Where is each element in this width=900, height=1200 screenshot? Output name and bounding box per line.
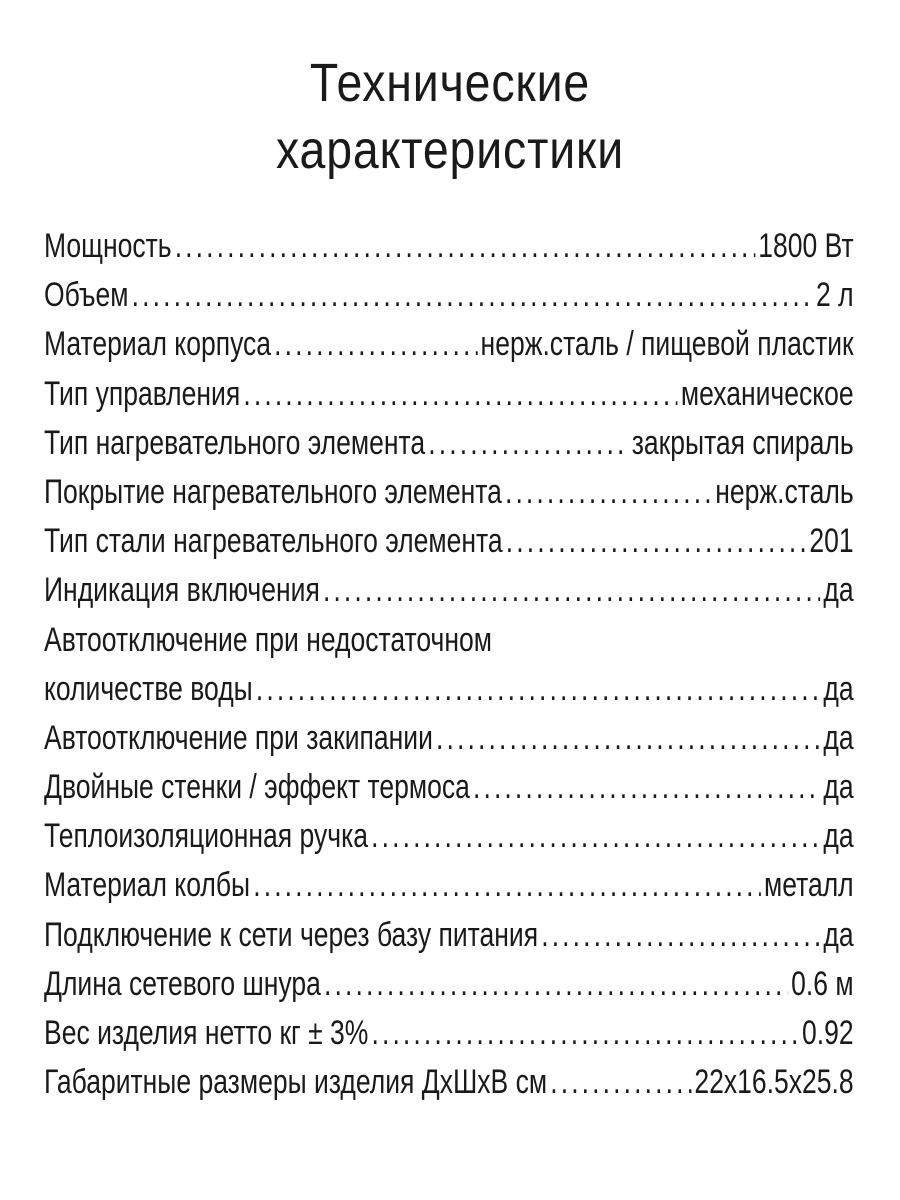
spec-value: да: [823, 768, 854, 807]
dot-leader: [132, 271, 813, 320]
spec-value: 201: [809, 522, 854, 561]
spec-row: [44, 812, 854, 861]
spec-row: [44, 911, 854, 960]
spec-row: [44, 665, 854, 714]
dot-leader: [274, 320, 477, 369]
page-title: [63, 50, 837, 184]
spec-row: [44, 517, 854, 566]
spec-row: [44, 419, 854, 468]
spec-label: Тип управления: [44, 374, 241, 413]
spec-label: Мощность: [44, 227, 172, 265]
spec-value: закрытая спираль: [631, 423, 854, 462]
spec-row: [44, 714, 854, 763]
spec-row: [44, 370, 854, 419]
spec-value: 2 л: [816, 276, 854, 315]
spec-label: Длина сетевого шнура: [44, 964, 321, 1003]
spec-list: [44, 222, 854, 1107]
title-line-1: Технические: [309, 53, 591, 113]
dot-leader: [175, 222, 755, 271]
spec-row: [44, 320, 854, 369]
spec-value: да: [823, 571, 854, 610]
spec-value: нерж.сталь / пищевой пластик: [480, 325, 854, 364]
spec-label: Материал колбы: [44, 866, 251, 905]
spec-label: Подключение к сети через базу питания: [44, 915, 539, 954]
spec-label: Вес изделия нетто кг ± 3%: [44, 1014, 369, 1052]
dot-leader: [324, 960, 788, 1009]
spec-row: [44, 861, 854, 910]
spec-value: да: [823, 669, 854, 708]
spec-label: Двойные стенки / эффект термоса: [44, 768, 470, 807]
spec-value: нерж.сталь: [715, 472, 854, 511]
spec-label: количестве воды: [44, 669, 253, 708]
dot-leader: [550, 1058, 691, 1107]
dot-leader: [436, 714, 820, 763]
dot-leader: [506, 517, 807, 566]
dot-leader: [256, 665, 820, 714]
spec-row: [44, 1009, 854, 1058]
dot-leader: [371, 1009, 798, 1058]
spec-label: Тип нагревательного элемента: [44, 423, 426, 462]
dot-leader: [505, 468, 712, 517]
dot-leader: [253, 861, 761, 910]
dot-leader: [371, 812, 820, 861]
spec-row: [44, 1058, 854, 1107]
spec-label: Теплоизоляционная ручка: [44, 817, 369, 856]
spec-value: 1800 Вт: [758, 227, 854, 265]
spec-label: Габаритные размеры изделия ДхШхВ см: [44, 1063, 548, 1102]
spec-label: Автоотключение при закипании: [44, 718, 433, 757]
dot-leader: [428, 419, 628, 468]
spec-row: [44, 960, 854, 1009]
spec-row: [44, 763, 854, 812]
spec-label: Тип стали нагревательного элемента: [44, 522, 503, 561]
spec-row: [44, 222, 854, 271]
spec-label: Автоотключение при недостаточном: [44, 620, 493, 659]
dot-leader: [323, 566, 820, 615]
spec-value: 22x16.5x25.8: [694, 1063, 854, 1102]
spec-value: металл: [763, 866, 854, 905]
spec-row: [44, 271, 854, 320]
spec-label: Покрытие нагревательного элемента: [44, 472, 502, 511]
spec-value: 0.92: [802, 1014, 854, 1052]
spec-row: [44, 566, 854, 615]
title-line-2: характеристики: [275, 120, 625, 180]
spec-label: Материал корпуса: [44, 325, 272, 364]
dot-leader: [541, 911, 820, 960]
spec-label: Индикация включения: [44, 571, 320, 610]
spec-value: да: [823, 817, 854, 856]
spec-row: [44, 616, 854, 665]
spec-value: механическое: [680, 374, 854, 413]
spec-value: да: [823, 915, 854, 954]
spec-value: 0.6 м: [791, 964, 854, 1003]
spec-row: [44, 468, 854, 517]
dot-leader: [243, 370, 677, 419]
spec-label: Объем: [44, 276, 129, 315]
dot-leader: [473, 763, 820, 812]
spec-value: да: [823, 718, 854, 757]
